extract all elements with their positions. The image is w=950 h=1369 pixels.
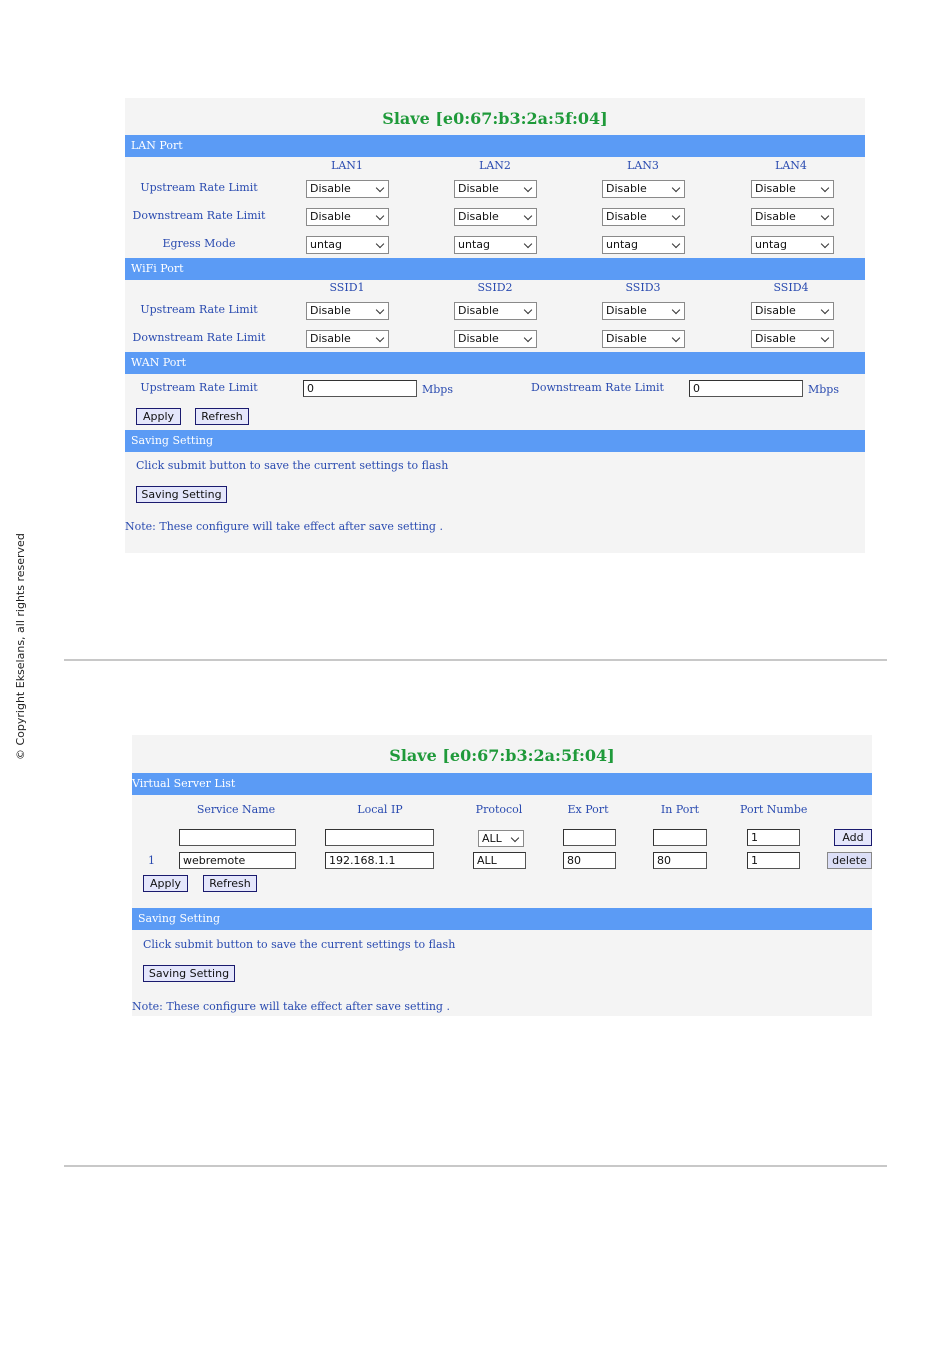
chevron-down-icon [672, 306, 680, 314]
chevron-down-icon [524, 334, 532, 342]
refresh-button[interactable]: Refresh [203, 875, 257, 892]
local-ip-input[interactable]: 192.168.1.1 [325, 852, 434, 869]
ssid3-upstream-select[interactable] [602, 302, 685, 320]
lan1-egress-select[interactable] [306, 236, 389, 254]
column-local-ip: Local IP [357, 803, 403, 816]
lan3-egress-select[interactable] [602, 236, 685, 254]
apply-button[interactable]: Apply [136, 408, 181, 425]
column-lan2: LAN2 [479, 159, 511, 172]
wifi-upstream-label: Upstream Rate Limit [140, 303, 258, 316]
in-port-input[interactable]: 80 [653, 852, 707, 869]
chevron-down-icon [524, 240, 532, 248]
ssid1-upstream-select[interactable] [306, 302, 389, 320]
select-value: untag [310, 238, 342, 251]
column-protocol: Protocol [475, 803, 523, 816]
chevron-down-icon [821, 240, 829, 248]
port-rate-panel [125, 98, 865, 553]
lan3-upstream-select[interactable] [602, 180, 685, 198]
divider [64, 659, 887, 661]
column-in-port: In Port [660, 803, 700, 816]
lan2-downstream-select[interactable] [454, 208, 537, 226]
row-index: 1 [148, 854, 155, 867]
wan-downstream-unit: Mbps [808, 383, 839, 396]
saving-setting-header: Saving Setting [132, 908, 872, 930]
lan-upstream-label: Upstream Rate Limit [140, 181, 258, 194]
chevron-down-icon [821, 212, 829, 220]
chevron-down-icon [376, 240, 384, 248]
panel-title: Slave [e0:67:b3:2a:5f:04] [389, 746, 615, 765]
select-value: untag [755, 238, 787, 251]
lan-port-header: LAN Port [125, 135, 865, 157]
wan-upstream-label: Upstream Rate Limit [140, 381, 258, 394]
ssid4-upstream-select[interactable] [751, 302, 834, 320]
ex-port-input[interactable]: 80 [563, 852, 616, 869]
save-note: Note: These configure will take effect after save setting . [132, 1000, 450, 1013]
wan-upstream-input[interactable]: 0 [303, 380, 417, 397]
service-name-input[interactable]: webremote [179, 852, 296, 869]
chevron-down-icon [821, 184, 829, 192]
wan-downstream-input[interactable]: 0 [689, 380, 803, 397]
select-value: Disable [606, 210, 647, 223]
select-value: Disable [310, 210, 351, 223]
lan4-downstream-select[interactable] [751, 208, 834, 226]
chevron-down-icon [376, 212, 384, 220]
lan4-egress-select[interactable] [751, 236, 834, 254]
column-ssid4: SSID4 [773, 281, 809, 294]
virtual-server-list-header: Virtual Server List [132, 773, 872, 795]
column-ssid3: SSID3 [625, 281, 661, 294]
save-note: Note: These configure will take effect after save setting . [125, 520, 443, 533]
chevron-down-icon [524, 306, 532, 314]
column-port-number: Port Numbe [740, 803, 808, 816]
select-value: Disable [458, 304, 499, 317]
lan-downstream-label: Downstream Rate Limit [132, 209, 266, 222]
divider [64, 1165, 887, 1167]
panel-title: Slave [e0:67:b3:2a:5f:04] [382, 109, 608, 128]
refresh-button[interactable]: Refresh [195, 408, 249, 425]
chevron-down-icon [821, 306, 829, 314]
new-service-name-input[interactable] [179, 829, 296, 846]
chevron-down-icon [376, 306, 384, 314]
column-service-name: Service Name [196, 803, 276, 816]
chevron-down-icon [376, 184, 384, 192]
ssid4-downstream-select[interactable] [751, 330, 834, 348]
column-ex-port: Ex Port [567, 803, 609, 816]
chevron-down-icon [672, 212, 680, 220]
select-value: Disable [606, 332, 647, 345]
select-value: untag [606, 238, 638, 251]
new-in-port-input[interactable] [653, 829, 707, 846]
new-protocol-select[interactable] [478, 830, 524, 847]
ssid3-downstream-select[interactable] [602, 330, 685, 348]
chevron-down-icon [524, 212, 532, 220]
wan-port-header: WAN Port [125, 352, 865, 374]
select-value: Disable [458, 210, 499, 223]
protocol-input[interactable]: ALL [473, 852, 526, 869]
chevron-down-icon [821, 334, 829, 342]
wan-upstream-unit: Mbps [422, 383, 453, 396]
new-ex-port-input[interactable] [563, 829, 616, 846]
select-value: Disable [755, 332, 796, 345]
saving-hint: Click submit button to save the current settings to flash [136, 459, 449, 472]
select-value: Disable [458, 182, 499, 195]
wifi-port-header: WiFi Port [125, 258, 865, 280]
column-lan1: LAN1 [331, 159, 363, 172]
select-value: Disable [606, 182, 647, 195]
ssid2-upstream-select[interactable] [454, 302, 537, 320]
saving-hint: Click submit button to save the current settings to flash [143, 938, 456, 951]
lan-egress-label: Egress Mode [162, 237, 236, 250]
new-local-ip-input[interactable] [325, 829, 434, 846]
select-value: Disable [310, 182, 351, 195]
wifi-downstream-label: Downstream Rate Limit [132, 331, 266, 344]
port-number-input[interactable]: 1 [747, 852, 800, 869]
chevron-down-icon [672, 184, 680, 192]
lan1-upstream-select[interactable] [306, 180, 389, 198]
copyright-text: © Copyright Ekselans, all rights reserved [14, 533, 27, 760]
column-lan4: LAN4 [775, 159, 807, 172]
virtual-server-panel [132, 735, 872, 1016]
lan3-downstream-select[interactable] [602, 208, 685, 226]
ssid2-downstream-select[interactable] [454, 330, 537, 348]
select-value: untag [458, 238, 490, 251]
select-value: Disable [458, 332, 499, 345]
lan2-upstream-select[interactable] [454, 180, 537, 198]
chevron-down-icon [672, 240, 680, 248]
column-lan3: LAN3 [627, 159, 659, 172]
apply-button[interactable]: Apply [143, 875, 188, 892]
select-value: Disable [310, 304, 351, 317]
chevron-down-icon [672, 334, 680, 342]
select-value: Disable [755, 210, 796, 223]
lan2-egress-select[interactable] [454, 236, 537, 254]
column-ssid2: SSID2 [477, 281, 513, 294]
chevron-down-icon [376, 334, 384, 342]
saving-setting-button[interactable]: Saving Setting [143, 965, 235, 982]
select-value: Disable [606, 304, 647, 317]
select-value: Disable [755, 304, 796, 317]
select-value: ALL [482, 832, 502, 845]
saving-setting-header: Saving Setting [125, 430, 865, 452]
select-value: Disable [310, 332, 351, 345]
chevron-down-icon [511, 834, 519, 842]
new-port-number-input[interactable]: 1 [747, 829, 800, 846]
delete-button[interactable]: delete [827, 852, 872, 869]
select-value: Disable [755, 182, 796, 195]
wan-downstream-label: Downstream Rate Limit [531, 381, 664, 394]
ssid1-downstream-select[interactable] [306, 330, 389, 348]
add-button[interactable]: Add [834, 829, 872, 846]
column-ssid1: SSID1 [329, 281, 365, 294]
chevron-down-icon [524, 184, 532, 192]
lan1-downstream-select[interactable] [306, 208, 389, 226]
lan4-upstream-select[interactable] [751, 180, 834, 198]
saving-setting-button[interactable]: Saving Setting [136, 486, 227, 503]
